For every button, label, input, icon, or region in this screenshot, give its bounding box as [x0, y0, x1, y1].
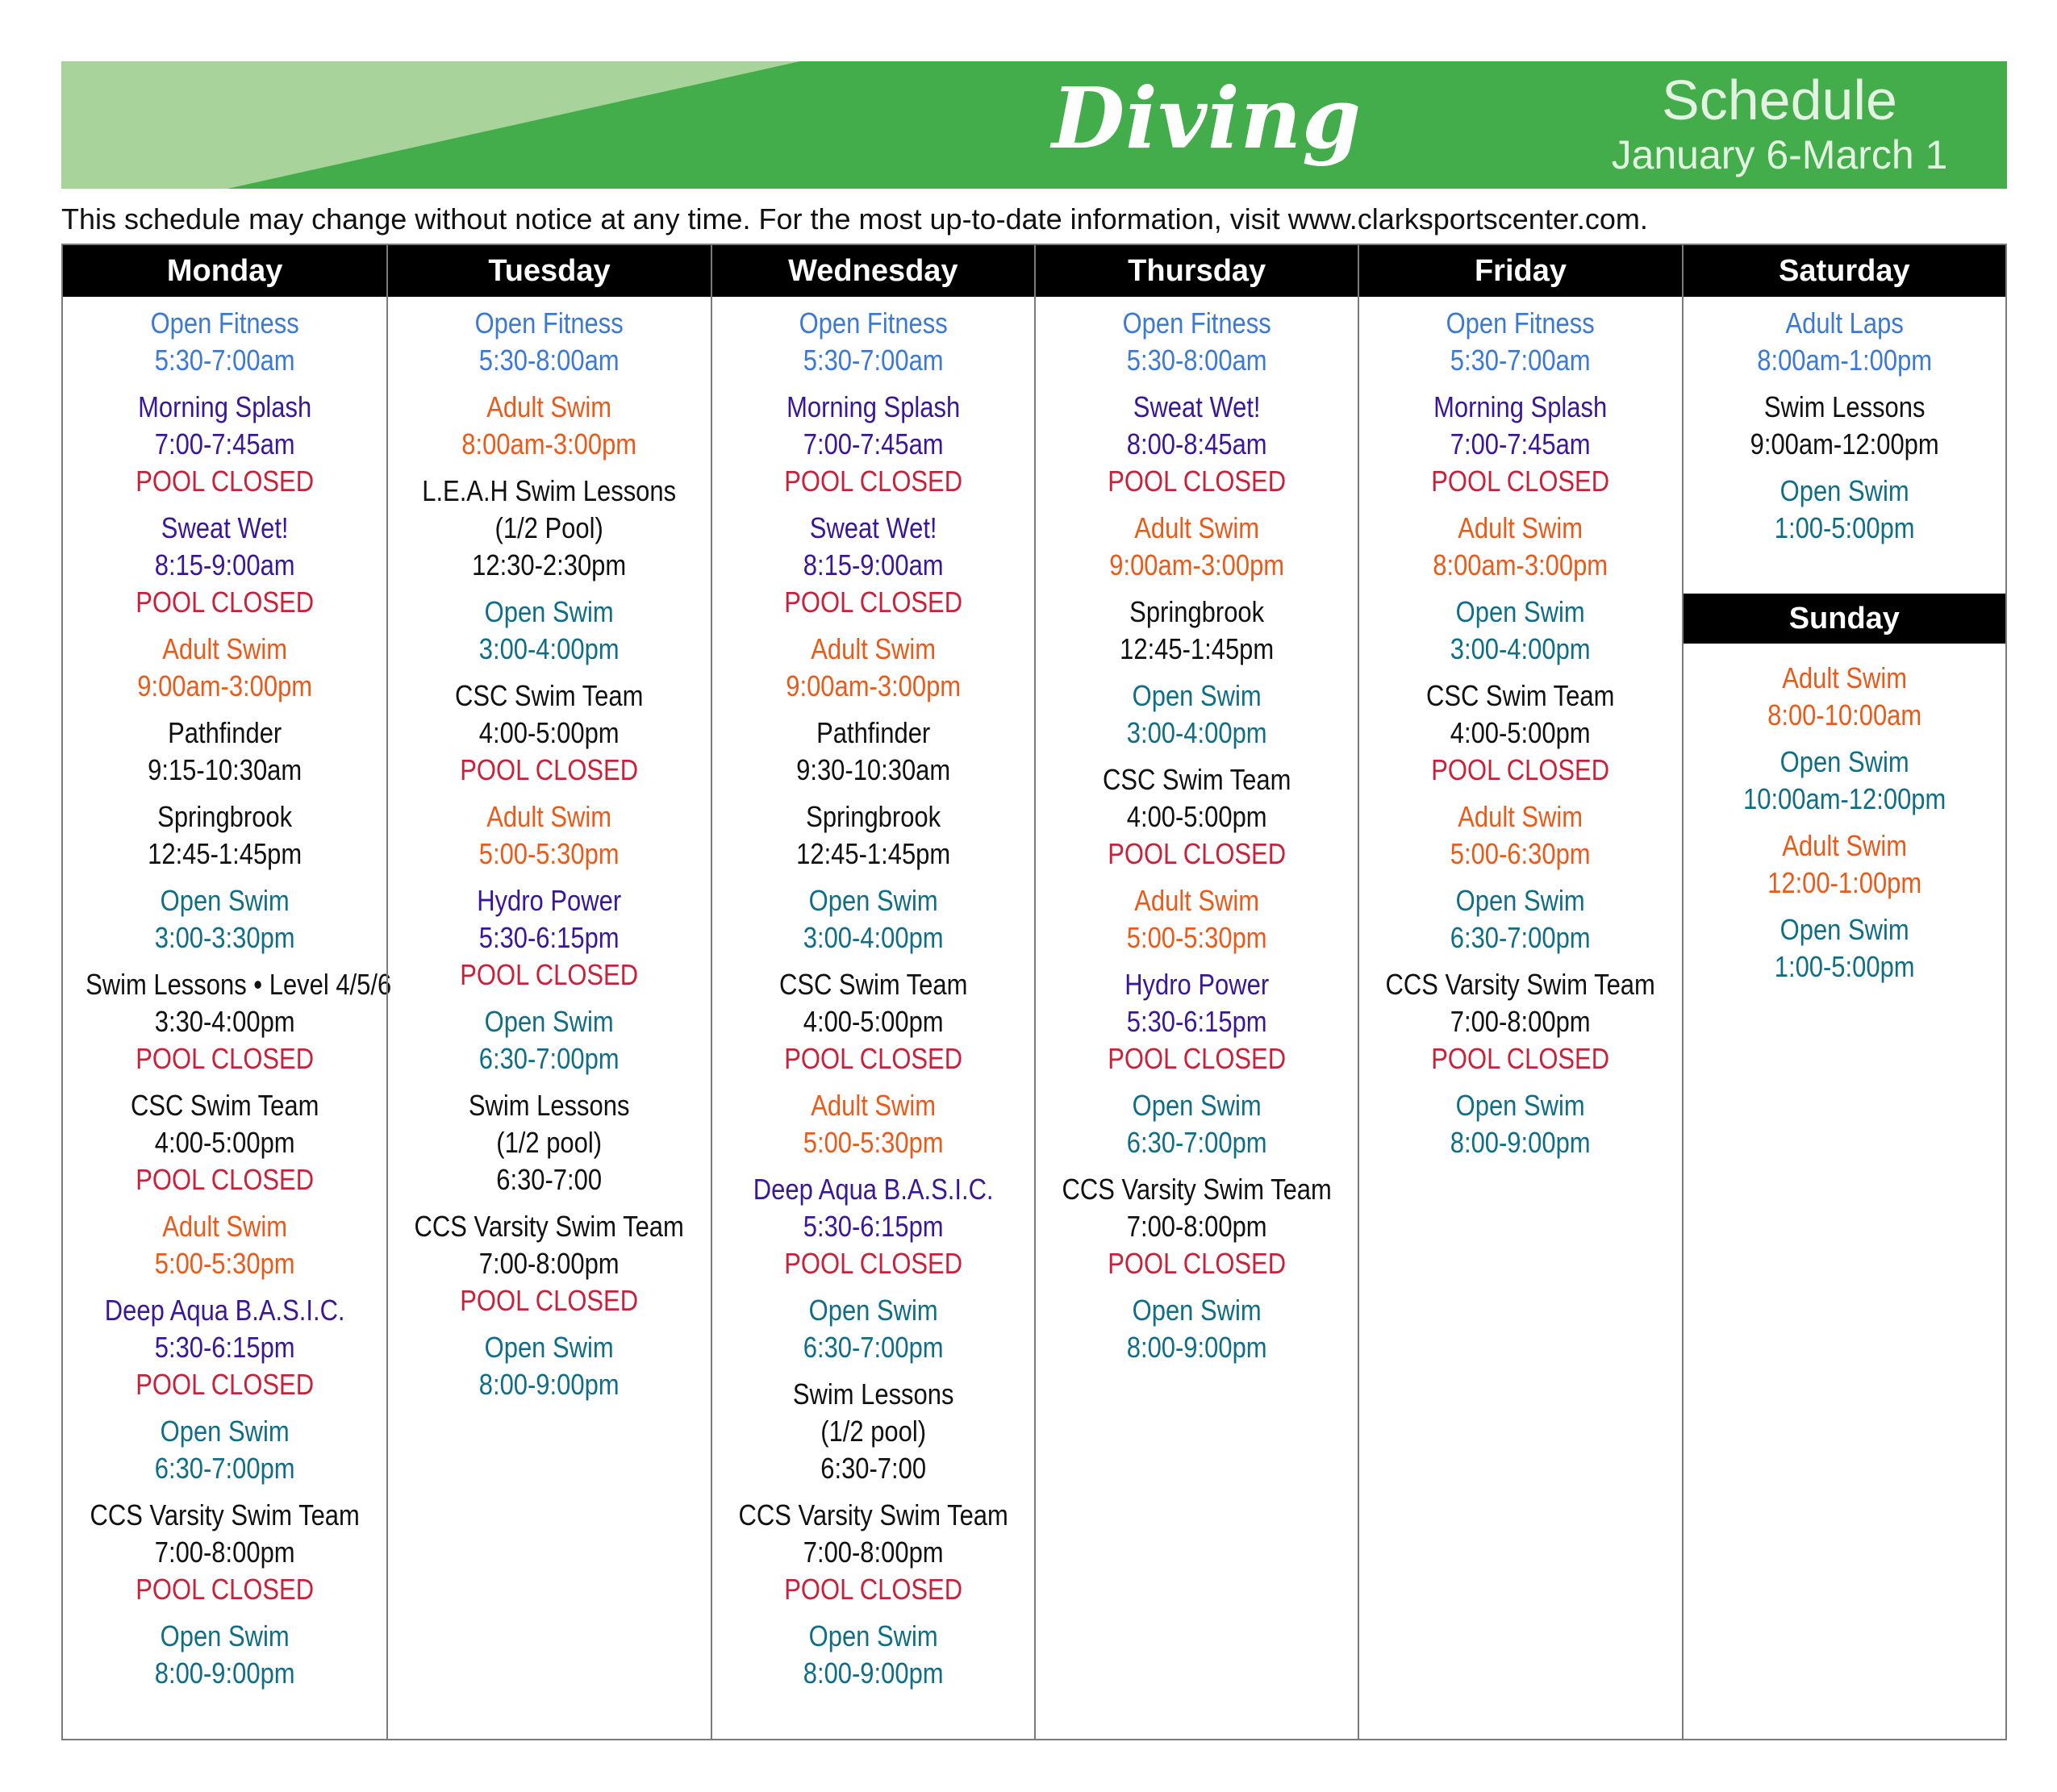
event-ccs-varsity-swim-team [1036, 1171, 1358, 1282]
event-list [712, 297, 1034, 1692]
day-column-thursday [1034, 245, 1358, 1739]
event-name: CCS Varsity Swim Team [414, 1210, 685, 1243]
event-adult-swim [1684, 660, 2005, 734]
event-morning-splash [1359, 389, 1681, 500]
day-column-wednesday [711, 245, 1034, 1739]
event-time: 8:00am-3:00pm [1433, 548, 1608, 581]
event-time: 3:00-4:00pm [479, 632, 620, 665]
event-open-swim [1359, 1087, 1681, 1161]
event-name: CCS Varsity Swim Team [90, 1498, 360, 1532]
pool-closed-note: POOL CLOSED [136, 1042, 315, 1075]
event-deep-aqua-b-a-s-i-c [63, 1292, 386, 1403]
event-open-fitness [63, 305, 386, 379]
pool-closed-note: POOL CLOSED [136, 1163, 315, 1196]
event-open-fitness [1036, 305, 1358, 379]
pool-closed-note: POOL CLOSED [1431, 753, 1610, 786]
event-time: 6:30-7:00pm [803, 1331, 944, 1364]
event-name: Adult Swim [1781, 829, 1907, 862]
event-name: Adult Swim [1134, 511, 1260, 544]
event-time: 5:30-6:15pm [154, 1331, 295, 1364]
event-name: Swim Lessons [792, 1377, 954, 1411]
event-list [63, 297, 392, 1692]
event-name: CSC Swim Team [778, 968, 968, 1001]
event-adult-swim [388, 798, 710, 873]
pool-closed-note: POOL CLOSED [1108, 465, 1287, 498]
event-time: (1/2 pool) [496, 1126, 603, 1159]
event-swim-lessons [712, 1376, 1034, 1487]
event-open-fitness [1359, 305, 1681, 379]
day-header: Wednesday [788, 254, 958, 288]
schedule-label: Schedule [1662, 69, 1897, 131]
event-open-fitness [388, 305, 710, 379]
event-time: 8:00-9:00pm [479, 1368, 620, 1401]
pool-closed-note: POOL CLOSED [783, 1573, 962, 1606]
event-adult-swim [1359, 510, 1681, 584]
event-time: 4:00-5:00pm [1126, 800, 1267, 833]
event-name: Adult Swim [162, 1210, 288, 1243]
event-name: CCS Varsity Swim Team [1062, 1173, 1332, 1206]
day-header: Thursday [1128, 254, 1266, 288]
event-time: 12:45-1:45pm [795, 837, 950, 870]
event-hydro-power [388, 882, 710, 994]
event-adult-laps [1684, 305, 2005, 379]
event-name: Open Swim [1780, 745, 1909, 778]
event-time: 8:15-9:00am [803, 548, 944, 581]
event-ccs-varsity-swim-team [712, 1497, 1034, 1608]
event-name: Swim Lessons • Level 4/5/6 [86, 968, 392, 1001]
event-time: 7:00-8:00pm [1126, 1210, 1267, 1243]
event-deep-aqua-b-a-s-i-c [712, 1171, 1034, 1282]
day-header: Monday [166, 254, 283, 288]
event-springbrook [1036, 594, 1358, 668]
event-name: Open Swim [160, 884, 290, 917]
event-name: Open Swim [484, 1331, 615, 1364]
event-time: 12:45-1:45pm [148, 837, 302, 870]
event-time: 7:00-7:45am [154, 427, 295, 461]
event-open-swim [1036, 677, 1358, 752]
pool-closed-note: POOL CLOSED [136, 1573, 315, 1606]
event-time: 8:00-9:00pm [803, 1657, 944, 1690]
event-name: Adult Swim [1458, 800, 1583, 833]
event-sweat-wet [63, 510, 386, 621]
event-name: Open Fitness [1122, 306, 1271, 340]
event-name: Deep Aqua B.A.S.I.C. [753, 1173, 994, 1206]
event-name: Open Swim [1132, 1089, 1262, 1122]
event-time: 5:00-5:30pm [1126, 921, 1267, 954]
event-adult-swim [1684, 827, 2005, 902]
day-header: Friday [1474, 254, 1567, 288]
event-name: Pathfinder [816, 716, 930, 749]
pool-closed-note: POOL CLOSED [783, 465, 962, 498]
event-name: CCS Varsity Swim Team [738, 1498, 1008, 1532]
event-list [388, 297, 710, 1403]
event-pathfinder [712, 715, 1034, 789]
event-name: Hydro Power [1124, 968, 1270, 1001]
event-open-swim [1036, 1292, 1358, 1366]
event-open-swim [1684, 911, 2005, 986]
event-time: 12:00-1:00pm [1767, 866, 1921, 899]
event-time: 12:45-1:45pm [1120, 632, 1275, 665]
page-title: Diving [1052, 69, 1362, 168]
pool-closed-note: POOL CLOSED [460, 958, 639, 991]
schedule-dates: January 6-March 1 [1611, 132, 1948, 177]
event-open-swim [388, 1329, 710, 1403]
event-l-e-a-h-swim-lessons [388, 473, 710, 584]
event-time: 10:00am-12:00pm [1742, 782, 1946, 815]
event-swim-lessons-level-4-5-6 [63, 966, 392, 1077]
day-header: Saturday [1779, 254, 1910, 288]
event-ccs-varsity-swim-team [388, 1208, 710, 1319]
pool-closed-note: POOL CLOSED [1108, 1042, 1287, 1075]
event-csc-swim-team [1359, 677, 1681, 789]
event-csc-swim-team [712, 966, 1034, 1077]
event-swim-lessons [388, 1087, 710, 1198]
event-name: Hydro Power [477, 884, 622, 917]
event-time: 7:00-8:00pm [803, 1536, 944, 1569]
pool-closed-note: POOL CLOSED [1108, 837, 1287, 870]
event-time: 8:15-9:00am [154, 548, 295, 581]
event-time: 4:00-5:00pm [1450, 716, 1591, 749]
event-name: CCS Varsity Swim Team [1385, 968, 1656, 1001]
event-time: 3:30-4:00pm [154, 1005, 295, 1038]
event-time: 9:15-10:30am [148, 753, 302, 786]
event-open-swim [712, 1292, 1034, 1366]
day-header: Sunday [1684, 594, 2005, 644]
event-name: Open Swim [484, 1005, 615, 1038]
event-name: Pathfinder [168, 716, 282, 749]
event-open-swim [63, 882, 386, 956]
event-name: Adult Swim [486, 390, 612, 423]
event-swim-lessons [1684, 389, 2005, 463]
event-adult-swim [63, 1208, 386, 1282]
event-name: Adult Swim [486, 800, 612, 833]
event-open-fitness [712, 305, 1034, 379]
event-open-swim [63, 1413, 386, 1487]
event-name: Adult Laps [1785, 306, 1904, 340]
event-name: Adult Swim [810, 632, 936, 665]
event-time: 8:00-9:00pm [154, 1657, 295, 1690]
event-open-swim [1036, 1087, 1358, 1161]
pool-closed-note: POOL CLOSED [1108, 1247, 1287, 1280]
pool-closed-note: POOL CLOSED [1431, 1042, 1610, 1075]
event-name: CSC Swim Team [130, 1089, 319, 1122]
event-time: 7:00-8:00pm [1450, 1005, 1591, 1038]
event-name: Swim Lessons [1763, 390, 1926, 423]
event-name: Open Fitness [799, 306, 948, 340]
event-time: 3:00-4:00pm [1126, 716, 1267, 749]
event-pathfinder [63, 715, 386, 789]
event-name: Open Swim [160, 1619, 290, 1652]
event-time: 9:00am-3:00pm [1109, 548, 1285, 581]
event-morning-splash [712, 389, 1034, 500]
event-time: 9:00am-3:00pm [137, 669, 313, 702]
event-name: Swim Lessons [469, 1089, 630, 1122]
event-name: Adult Swim [162, 632, 288, 665]
event-name: Open Swim [1780, 474, 1909, 507]
day-column-tuesday [386, 245, 710, 1739]
event-name: Open Swim [1132, 679, 1262, 712]
schedule-notice: This schedule may change without notice at any time. For the most up-to-date information, visit www.clarksportscenter.com. [61, 202, 1648, 235]
event-name: L.E.A.H Swim Lessons [422, 474, 677, 507]
day-column-friday [1358, 245, 1681, 1739]
event-adult-swim [1359, 798, 1681, 873]
event-time: 5:30-7:00am [1450, 344, 1591, 377]
event-name: CSC Swim Team [1102, 763, 1291, 796]
event-open-swim [712, 882, 1034, 956]
event-time: 8:00-10:00am [1767, 698, 1921, 731]
event-time: 5:00-5:30pm [803, 1126, 944, 1159]
event-time: 8:00-8:45am [1126, 427, 1267, 461]
event-time: 4:00-5:00pm [803, 1005, 944, 1038]
event-csc-swim-team [63, 1087, 386, 1198]
event-name: Open Swim [1132, 1294, 1262, 1327]
event-time: 3:00-4:00pm [803, 921, 944, 954]
event-name: Springbrook [805, 800, 941, 833]
pool-closed-note: POOL CLOSED [460, 753, 639, 786]
event-name: Open Swim [1455, 884, 1586, 917]
event-name: Open Swim [808, 1294, 938, 1327]
pool-closed-note: POOL CLOSED [460, 1284, 639, 1317]
pool-closed-note: POOL CLOSED [783, 1042, 962, 1075]
pool-closed-note: POOL CLOSED [136, 586, 315, 619]
event-name: CSC Swim Team [455, 679, 644, 712]
event-open-swim [1684, 473, 2005, 547]
pool-closed-note: POOL CLOSED [136, 1368, 315, 1401]
event-open-swim [63, 1618, 386, 1692]
event-time: 5:00-5:30pm [154, 1247, 295, 1280]
event-open-swim [388, 1003, 710, 1077]
event-open-swim [1359, 594, 1681, 668]
day-column-saturday [1682, 245, 2005, 1739]
event-time: 6:30-7:00pm [1450, 921, 1591, 954]
event-time: 7:00-7:45am [1450, 427, 1591, 461]
pool-closed-note: POOL CLOSED [136, 465, 315, 498]
event-time: 6:30-7:00pm [479, 1042, 620, 1075]
event-adult-swim [63, 631, 386, 705]
event-name: Open Swim [808, 1619, 938, 1652]
event-name: Open Swim [1780, 913, 1909, 946]
event-csc-swim-team [1036, 761, 1358, 873]
event-time: 3:00-4:00pm [1450, 632, 1591, 665]
event-list [1684, 652, 2005, 986]
event-time: 1:00-5:00pm [1774, 511, 1915, 544]
event-time: 5:30-6:15pm [803, 1210, 944, 1243]
event-name: Adult Swim [1134, 884, 1260, 917]
event-open-swim [712, 1618, 1034, 1692]
day-header: Tuesday [488, 254, 611, 288]
event-time: 4:00-5:00pm [154, 1126, 295, 1159]
event-list [1359, 297, 1681, 1161]
event-name: Open Fitness [1446, 306, 1596, 340]
event-name: Open Swim [1455, 1089, 1586, 1122]
event-time: 7:00-8:00pm [479, 1247, 620, 1280]
event-time: 3:00-3:30pm [154, 921, 295, 954]
event-ccs-varsity-swim-team [1359, 966, 1681, 1077]
event-time: 1:00-5:00pm [1774, 950, 1915, 983]
event-name: Adult Swim [1781, 661, 1907, 694]
event-name: Open Swim [484, 595, 615, 628]
day-column-monday [63, 245, 392, 1739]
event-name: Adult Swim [1458, 511, 1583, 544]
event-open-swim [1684, 744, 2005, 818]
event-list [1036, 297, 1358, 1366]
event-time: 7:00-8:00pm [154, 1536, 295, 1569]
event-time: 9:00am-12:00pm [1750, 427, 1939, 461]
event-hydro-power [1036, 966, 1358, 1077]
event-time: 8:00am-3:00pm [461, 427, 637, 461]
event-name: Open Fitness [150, 306, 299, 340]
event-time: 9:00am-3:00pm [785, 669, 961, 702]
event-springbrook [63, 798, 386, 873]
event-name: Springbrook [1129, 595, 1265, 628]
event-name: Adult Swim [810, 1089, 936, 1122]
event-time: 5:30-8:00am [479, 344, 620, 377]
event-name: Sweat Wet! [809, 511, 937, 544]
event-adult-swim [388, 389, 710, 463]
event-ccs-varsity-swim-team [63, 1497, 386, 1608]
event-name: Open Fitness [474, 306, 624, 340]
event-time: 6:30-7:00 [820, 1452, 926, 1485]
event-time: 5:30-7:00am [154, 344, 295, 377]
event-adult-swim [1036, 510, 1358, 584]
event-name: Open Swim [160, 1415, 290, 1448]
event-time: 8:00am-1:00pm [1756, 344, 1932, 377]
event-time: (1/2 pool) [820, 1415, 926, 1448]
event-list [1684, 297, 2005, 547]
event-name: Morning Splash [786, 390, 960, 423]
event-time: 8:00-9:00pm [1450, 1126, 1591, 1159]
event-open-swim [1359, 882, 1681, 956]
pool-closed-note: POOL CLOSED [783, 1247, 962, 1280]
event-adult-swim [712, 631, 1034, 705]
event-open-swim [388, 594, 710, 668]
event-time: 4:00-5:00pm [479, 716, 620, 749]
event-time: 5:00-5:30pm [479, 837, 620, 870]
event-springbrook [712, 798, 1034, 873]
event-sweat-wet [1036, 389, 1358, 500]
event-name: Sweat Wet! [1133, 390, 1261, 423]
schedule-grid [61, 244, 2007, 1740]
event-name: Open Swim [1455, 595, 1586, 628]
pool-closed-note: POOL CLOSED [1431, 465, 1610, 498]
event-adult-swim [1036, 882, 1358, 956]
event-sweat-wet [712, 510, 1034, 621]
event-time: 12:30-2:30pm [472, 548, 627, 581]
event-time: 5:30-8:00am [1126, 344, 1267, 377]
event-name: Open Swim [808, 884, 938, 917]
event-name: Springbrook [157, 800, 293, 833]
event-time: 5:30-6:15pm [479, 921, 620, 954]
event-time: 9:30-10:30am [795, 753, 950, 786]
event-time: 8:00-9:00pm [1126, 1331, 1267, 1364]
event-morning-splash [63, 389, 386, 500]
event-time: 6:30-7:00pm [154, 1452, 295, 1485]
event-adult-swim [712, 1087, 1034, 1161]
event-name: Morning Splash [1433, 390, 1608, 423]
event-name: Sweat Wet! [161, 511, 289, 544]
event-time: 5:30-6:15pm [1126, 1005, 1267, 1038]
event-time: 5:30-7:00am [803, 344, 944, 377]
event-time: 5:00-6:30pm [1450, 837, 1591, 870]
event-time: 6:30-7:00pm [1126, 1126, 1267, 1159]
event-time: 6:30-7:00 [496, 1163, 603, 1196]
event-csc-swim-team [388, 677, 710, 789]
event-time: (1/2 Pool) [494, 511, 604, 544]
event-name: Deep Aqua B.A.S.I.C. [104, 1294, 345, 1327]
event-name: CSC Swim Team [1426, 679, 1615, 712]
event-time: 7:00-7:45am [803, 427, 944, 461]
event-name: Morning Splash [138, 390, 312, 423]
title-banner [61, 61, 2007, 189]
pool-closed-note: POOL CLOSED [783, 586, 962, 619]
